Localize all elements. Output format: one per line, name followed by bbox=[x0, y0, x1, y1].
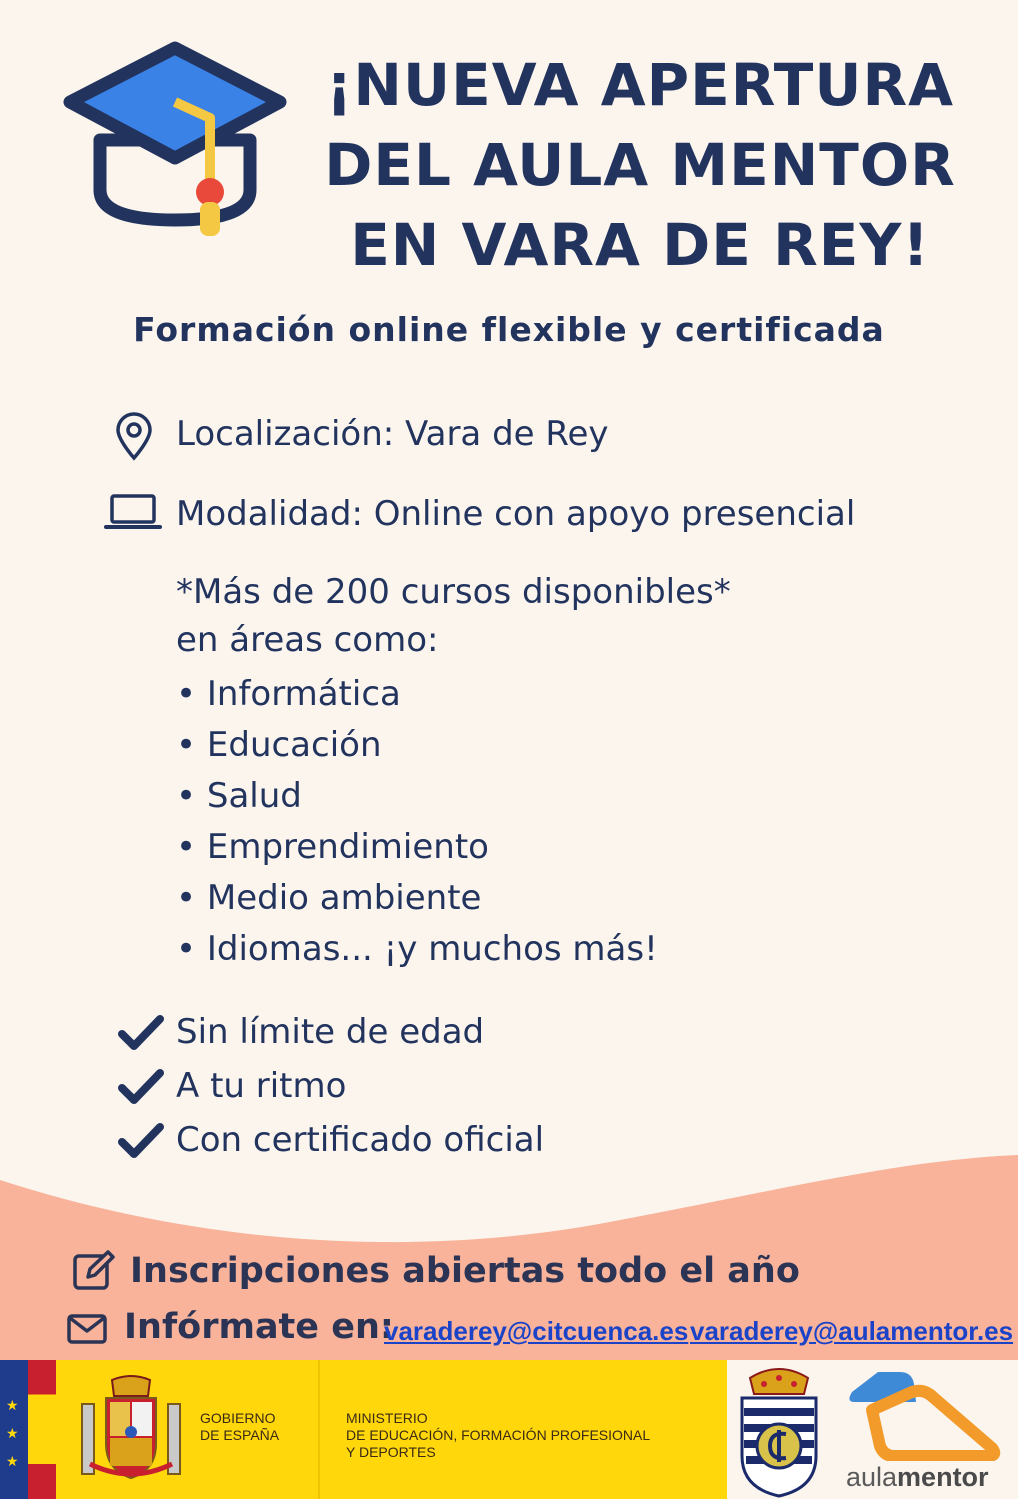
feature-age: Sin límite de edad bbox=[176, 1012, 485, 1052]
title-line-3: EN VARA DE REY! bbox=[350, 211, 930, 279]
aulamentor-word-mentor: mentor bbox=[897, 1462, 989, 1492]
list-item: • Emprendimiento bbox=[176, 827, 489, 867]
eu-flag bbox=[0, 1360, 28, 1499]
edit-icon bbox=[72, 1250, 116, 1292]
government-banner bbox=[0, 1360, 727, 1499]
title-line-1: ¡NUEVA APERTURA bbox=[325, 51, 955, 119]
courses-line-2: en áreas como: bbox=[176, 620, 439, 660]
star-icon: ★ bbox=[6, 1454, 19, 1470]
checkmark-icon bbox=[118, 1015, 164, 1051]
email-link-aulamentor[interactable]: varaderey@aulamentor.es bbox=[690, 1316, 1014, 1346]
registration-text: Inscripciones abiertas todo el año bbox=[130, 1251, 800, 1291]
list-item: • Idiomas... ¡y muchos más! bbox=[176, 929, 658, 969]
mail-icon bbox=[66, 1313, 108, 1345]
list-item: • Salud bbox=[176, 776, 302, 816]
email-link-citcuenca[interactable]: varaderey@citcuenca.es bbox=[384, 1316, 689, 1346]
feature-pace: A tu ritmo bbox=[176, 1066, 347, 1106]
gobierno-label: GOBIERNO DE ESPAÑA bbox=[200, 1410, 280, 1443]
graduation-cap-icon bbox=[60, 40, 290, 250]
list-item: • Informática bbox=[176, 674, 401, 714]
gov-divider bbox=[318, 1360, 320, 1499]
checkmark-icon bbox=[118, 1069, 164, 1105]
laptop-icon bbox=[104, 493, 162, 533]
info-label: Infórmate en: bbox=[124, 1307, 394, 1347]
location-text: Localización: Vara de Rey bbox=[176, 414, 609, 454]
areas-list bbox=[176, 674, 658, 980]
list-item: • Educación bbox=[176, 725, 382, 765]
modality-text: Modalidad: Online con apoyo presencial bbox=[176, 494, 856, 534]
spain-flag-stripe bbox=[28, 1360, 56, 1499]
star-icon: ★ bbox=[6, 1398, 19, 1414]
feature-certificate: Con certificado oficial bbox=[176, 1120, 545, 1160]
municipal-coat-of-arms-icon bbox=[734, 1360, 824, 1499]
courses-line-1: *Más de 200 cursos disponibles* bbox=[176, 572, 731, 612]
aulamentor-wordmark bbox=[846, 1462, 989, 1493]
star-icon: ★ bbox=[6, 1426, 19, 1442]
title-line-2: DEL AULA MENTOR bbox=[324, 131, 956, 199]
subtitle: Formación online flexible y certificada bbox=[133, 310, 885, 349]
list-item: • Medio ambiente bbox=[176, 878, 482, 918]
aulamentor-word-aula: aula bbox=[846, 1462, 898, 1492]
aulamentor-logo-icon bbox=[842, 1366, 1002, 1461]
ministerio-label: MINISTERIO DE EDUCACIÓN, FORMACIÓN PROFESIONAL Y DEPORTES bbox=[346, 1410, 651, 1460]
location-pin-icon bbox=[113, 412, 155, 462]
spain-coat-of-arms-icon bbox=[76, 1374, 186, 1486]
